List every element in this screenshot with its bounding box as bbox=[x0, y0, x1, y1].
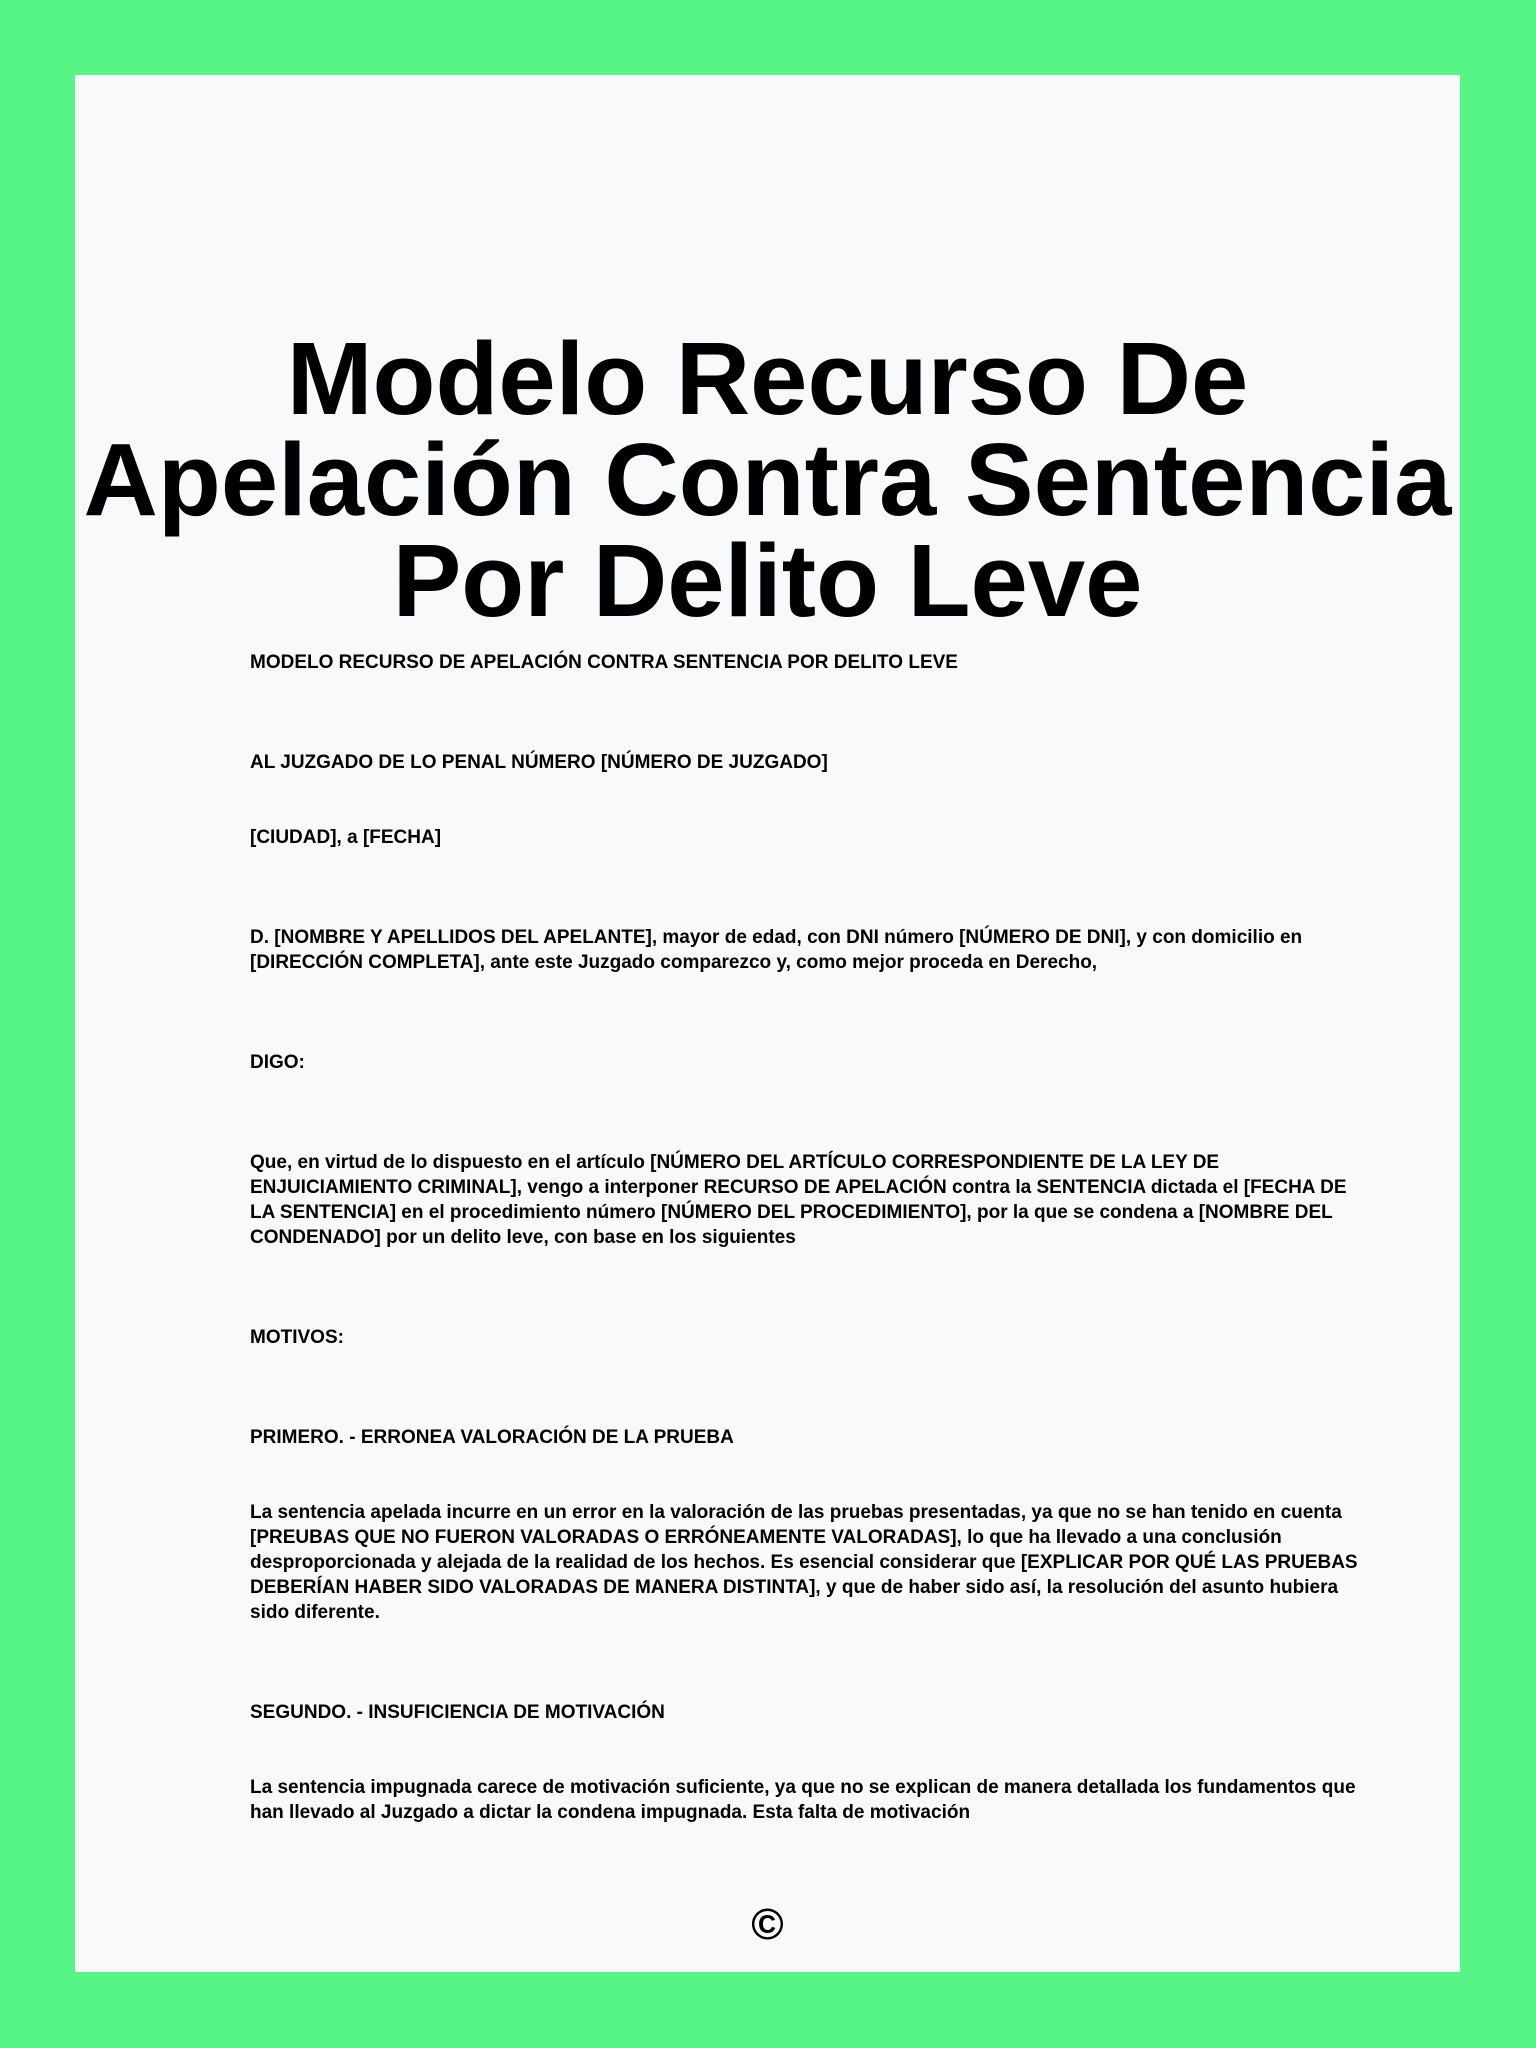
first-motive-paragraph: La sentencia apelada incurre en un error en la valoración de las pruebas presentadas, ya que no se han tenido en cuenta [PREUBAS QUE NO FUERON VALORADAS O ERRÓNEAMENTE VALORADAS], lo que ha llevado a una conclusión desproporcionada y alejada de la realidad de los hechos. Es esencial considerar que [EXPLICAR POR QUÉ LAS PRUEBAS DEBERÍAN HABER SIDO VALORADAS DE MANERA DISTINTA], y que de haber sido así, la resolución del asunto hubiera sido diferente. bbox=[250, 1502, 1358, 1623]
document-title: Modelo Recurso De Apelación Contra Sentencia Por Delito Leve bbox=[83, 321, 1452, 638]
appellant-paragraph: D. [NOMBRE Y APELLIDOS DEL APELANTE], mayor de edad, con DNI número [NÚMERO DE DNI], y con domicilio en [DIRECCIÓN COMPLETA], ante este Juzgado comparezco y, como mejor proceda en Derecho, bbox=[250, 927, 1303, 973]
city-date: [CIUDAD], a [FECHA] bbox=[250, 827, 442, 848]
court-address: AL JUZGADO DE LO PENAL NÚMERO [NÚMERO DE JUZGADO] bbox=[250, 752, 828, 773]
copyright-icon: © bbox=[751, 1900, 784, 1949]
first-motive-heading: PRIMERO. - ERRONEA VALORACIÓN DE LA PRUEBA bbox=[250, 1427, 734, 1448]
second-motive-heading: SEGUNDO. - INSUFICIENCIA DE MOTIVACIÓN bbox=[250, 1702, 665, 1723]
digo-heading: DIGO: bbox=[250, 1052, 305, 1073]
document-page bbox=[75, 75, 1460, 1972]
appeal-paragraph: Que, en virtud de lo dispuesto en el artículo [NÚMERO DEL ARTÍCULO CORRESPONDIENTE DE LA LEY DE ENJUICIAMIENTO CRIMINAL], vengo a interponer RECURSO DE APELACIÓN contra la SENTENCIA dictada el [FECHA DE LA SENTENCIA] en el procedimiento número [NÚMERO DEL PROCEDIMIENTO], por la que se condena a [NOMBRE DEL CONDENADO] por un delito leve, con base en los siguientes bbox=[250, 1152, 1347, 1248]
document-heading: MODELO RECURSO DE APELACIÓN CONTRA SENTENCIA POR DELITO LEVE bbox=[250, 652, 958, 673]
motivos-heading: MOTIVOS: bbox=[250, 1327, 344, 1348]
second-motive-paragraph: La sentencia impugnada carece de motivación suficiente, ya que no se explican de manera detallada los fundamentos que han llevado al Juzgado a dictar la condena impugnada. Esta falta de motivación bbox=[250, 1777, 1356, 1823]
